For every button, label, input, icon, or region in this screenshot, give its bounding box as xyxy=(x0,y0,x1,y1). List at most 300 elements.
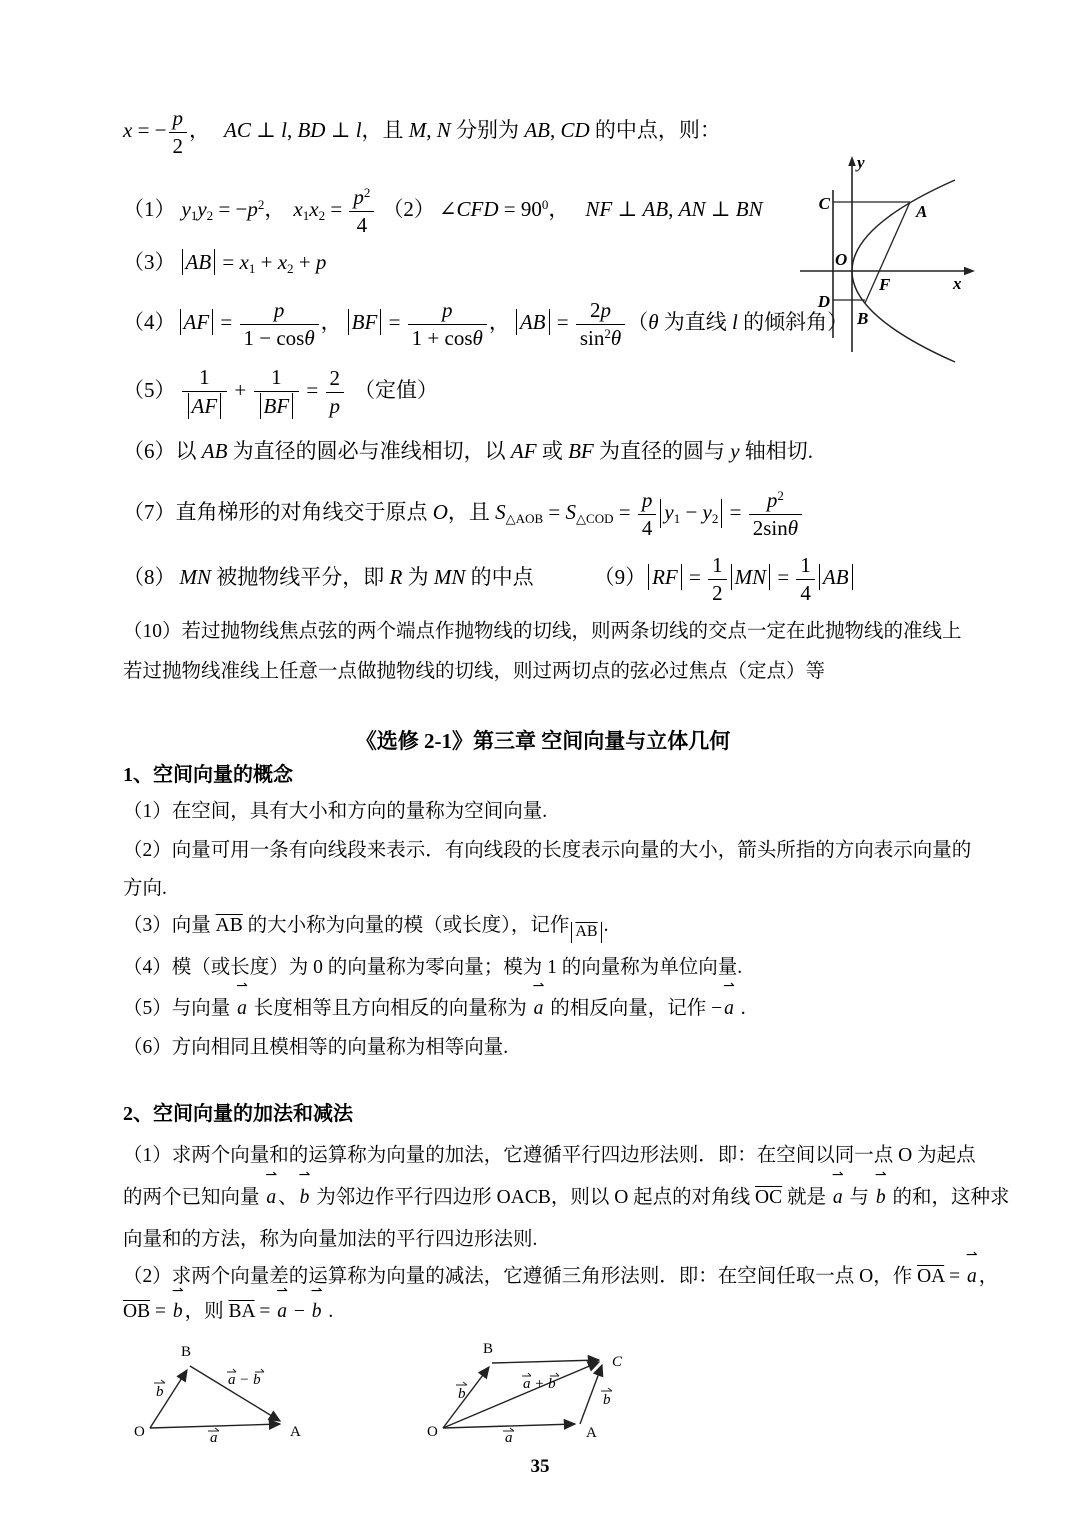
s2-item-2-line-1 xyxy=(123,1247,999,1300)
math-it: p xyxy=(172,105,184,130)
math-sub: 1 xyxy=(673,510,681,526)
math-txt: 的中点，则： xyxy=(589,118,721,142)
math-ol: $\overline{AB}$ xyxy=(215,915,243,936)
math-denominator xyxy=(576,325,625,351)
vector-letter: a xyxy=(277,1301,287,1322)
s2-item-1-line-2 xyxy=(123,1167,1010,1219)
math-it: AN xyxy=(678,197,706,222)
math-txt: （2） xyxy=(382,197,435,222)
math-it: O xyxy=(432,500,448,524)
math-txt: 的相反向量，记作 − xyxy=(545,998,723,1019)
math-txt: 或 xyxy=(536,439,569,463)
s1-item-2-line-2: 方向. xyxy=(123,878,167,899)
math-txt: . xyxy=(603,915,609,936)
s2-item-1-line-1: （1）求两个向量和的运算称为向量的加法，它遵循平行四边形法则．即：在空间以同一点 O 为起点 xyxy=(123,1145,976,1166)
vector-arrow-icon: ⇀ xyxy=(532,978,545,995)
math-it: x xyxy=(277,250,288,274)
math-numerator xyxy=(326,366,345,393)
label-vector-a: a xyxy=(505,1430,513,1446)
math-it: p xyxy=(442,297,453,322)
math-txt: ，且 xyxy=(447,500,496,524)
math-it: S xyxy=(565,500,577,524)
math-abs xyxy=(648,564,682,590)
math-abs xyxy=(260,393,294,419)
formula-item-5 xyxy=(123,359,438,421)
math-vec xyxy=(310,1283,324,1331)
math-it: AB xyxy=(519,310,546,334)
math-frac xyxy=(254,365,300,419)
math-vec xyxy=(722,978,736,1030)
math-txt: （5） xyxy=(123,378,176,402)
math-txt: 4 xyxy=(356,212,368,237)
math-sup: 2 xyxy=(777,487,784,503)
math-txt: 长度相等且方向相反的向量称为 xyxy=(248,998,532,1019)
math-it: BF xyxy=(568,439,594,463)
math-it: θ xyxy=(787,515,799,540)
math-it: p xyxy=(641,487,653,512)
math-abs xyxy=(819,564,853,590)
math-it: BF xyxy=(263,394,290,419)
math-txt: 2 xyxy=(712,580,723,605)
x-axis-arrow-icon xyxy=(964,267,975,275)
math-it: S xyxy=(495,500,506,524)
math-it: x xyxy=(123,118,133,142)
math-txt: 的倾斜角） xyxy=(737,310,849,334)
math-txt: = xyxy=(551,310,574,334)
math-abs xyxy=(571,922,601,943)
formula-item-7 xyxy=(123,478,804,553)
formula-item-4 xyxy=(123,291,848,353)
math-numerator xyxy=(349,185,374,212)
formula-item-3 xyxy=(123,240,326,291)
math-txt: 为邻边作平行四边形 OACB，则以 O 起点的对角线 xyxy=(311,1187,756,1208)
math-it: θ xyxy=(648,310,659,334)
math-txt: ⊥ xyxy=(612,197,643,222)
math-txt: 为 xyxy=(402,565,434,589)
math-frac xyxy=(182,365,228,419)
math-txt: （ xyxy=(627,310,649,334)
math-txt: 的两个已知向量 xyxy=(123,1187,265,1208)
math-txt: − xyxy=(680,500,703,524)
math-txt: 、 xyxy=(278,1187,298,1208)
vector-letter: b xyxy=(172,1301,183,1322)
math-txt: （定值） xyxy=(354,378,438,402)
y-axis-arrow-icon xyxy=(848,156,856,166)
chapter-title: 《选修 2-1》第三章 空间向量与立体几何 xyxy=(355,729,731,753)
math-ol: $\overline{BA}$ xyxy=(228,1301,255,1322)
math-it: MN xyxy=(433,565,466,589)
math-vec xyxy=(298,1167,312,1219)
label-x-axis: x xyxy=(953,274,962,293)
math-txt: （8） xyxy=(123,565,176,589)
math-txt: 2 xyxy=(172,133,184,158)
math-frac xyxy=(349,185,374,238)
label-vector-b-side: b xyxy=(603,1392,611,1408)
math-it: y xyxy=(181,197,191,222)
math-frac xyxy=(576,298,625,351)
math-txt: = xyxy=(724,500,747,524)
math-it: y xyxy=(702,500,712,524)
math-txt: ， xyxy=(189,118,211,142)
math-txt: 4 xyxy=(641,515,653,540)
math-txt: = xyxy=(301,378,324,402)
math-it: θ xyxy=(610,325,622,350)
harpoon-icon xyxy=(227,1369,236,1372)
math-it: BN xyxy=(735,197,763,222)
label-A: A xyxy=(916,202,928,221)
label-B: B xyxy=(181,1344,192,1360)
math-txt: 就是 xyxy=(782,1187,831,1208)
math-it: l xyxy=(355,118,362,142)
math-txt: 被抛物线平分，即 xyxy=(211,565,390,589)
math-abs xyxy=(180,309,214,335)
math-it: p xyxy=(766,488,778,512)
vector-arrow-icon: ⇀ xyxy=(276,1283,289,1300)
harpoon-icon xyxy=(522,1373,531,1376)
math-it: AB xyxy=(642,197,669,222)
math-txt: （9） xyxy=(593,565,647,589)
s1-item-1: （1）在空间，具有大小和方向的量称为空间向量. xyxy=(123,801,548,822)
vector-arrow-icon: ⇀ xyxy=(831,1167,844,1184)
math-txt: 为直径的圆与 xyxy=(593,439,731,463)
math-numerator xyxy=(408,298,487,325)
label-vector-b: b xyxy=(156,1384,164,1400)
math-it: θ xyxy=(304,325,315,350)
math-denominator xyxy=(749,515,802,541)
math-it: AB xyxy=(822,565,849,589)
math-it: AC xyxy=(224,118,251,142)
math-txt: （2）求两个向量差的运算称为向量的减法，它遵循三角形法则．即：在空间任取一点 O，作 xyxy=(123,1266,918,1287)
vector-BC xyxy=(492,1360,599,1363)
math-txt: = xyxy=(383,310,406,334)
label-B: B xyxy=(483,1341,494,1357)
vector-OC xyxy=(443,1362,599,1428)
math-txt: ∠ xyxy=(438,197,457,222)
math-vec xyxy=(275,1283,289,1331)
label-O: O xyxy=(835,250,848,269)
vector-letter: a xyxy=(966,1266,977,1287)
label-D: D xyxy=(817,292,830,311)
math-txt: + xyxy=(255,250,278,274)
vector-arrow-icon: ⇀ xyxy=(874,1167,887,1184)
harpoon-icon xyxy=(601,1388,612,1391)
math-txt: . xyxy=(735,998,746,1019)
math-it: RF xyxy=(652,565,678,589)
math-numerator xyxy=(576,298,625,325)
formula-line-intro xyxy=(123,95,721,165)
math-abs xyxy=(188,393,222,419)
label-A: A xyxy=(290,1424,301,1440)
math-txt: 1 xyxy=(800,552,811,577)
vector-arrow-icon: ⇀ xyxy=(965,1247,978,1264)
math-vec xyxy=(532,978,546,1030)
math-abs xyxy=(516,309,550,335)
math-txt: ， xyxy=(978,1266,999,1287)
s2-item-1-line-3: 向量和的方法，称为向量加法的平行四边形法则. xyxy=(123,1229,538,1250)
math-denominator xyxy=(240,325,319,351)
math-txt: . xyxy=(323,1301,334,1322)
math-sub: 1 xyxy=(302,208,310,224)
math-sub: 1 xyxy=(248,260,256,276)
math-sub: △AOB xyxy=(505,510,544,526)
math-frac xyxy=(240,298,319,351)
vector-letter: b xyxy=(299,1187,310,1208)
math-ol: $\overline{AB}$ xyxy=(575,922,598,940)
math-frac xyxy=(749,488,802,541)
math-abs xyxy=(182,249,216,275)
s1-item-5 xyxy=(123,978,746,1030)
math-vec xyxy=(264,1167,278,1219)
math-txt: 2sin xyxy=(752,515,788,540)
math-vec xyxy=(235,978,249,1030)
math-txt: = − xyxy=(213,197,248,222)
math-txt: = xyxy=(254,1301,276,1322)
math-ol: $\overline{OC}$ xyxy=(755,1187,783,1208)
math-frac xyxy=(796,553,815,606)
math-it: AF xyxy=(183,310,210,334)
label-vector-a-minus-b: a − b xyxy=(228,1372,261,1388)
math-it: AB xyxy=(185,250,212,274)
math-txt: = 90 xyxy=(498,197,542,222)
math-it: y xyxy=(197,197,207,222)
label-y-axis: y xyxy=(857,153,865,172)
s1-item-2-line-1: （2）向量可用一条有向线段来表示．有向线段的长度表示向量的大小，箭头所指的方向表示向量的 xyxy=(123,840,972,861)
math-denominator xyxy=(796,580,815,606)
formula-item-8-9 xyxy=(123,548,855,606)
math-frac xyxy=(708,553,727,606)
math-sub: 2 xyxy=(206,208,214,224)
math-it: NF xyxy=(585,197,613,222)
vector-letter: a xyxy=(832,1187,843,1208)
item-10-line-1: （10）若过抛物线焦点弦的两个端点作抛物线的切线，则两条切线的交点一定在此抛物线的准线上 xyxy=(123,621,962,642)
math-txt: = xyxy=(543,500,566,524)
math-txt: ， xyxy=(548,197,570,222)
math-txt: 为直径的圆必与准线相切，以 xyxy=(227,439,511,463)
section-1-heading: 1、空间向量的概念 xyxy=(123,764,293,786)
math-txt: ， xyxy=(320,310,342,334)
math-txt: , xyxy=(668,197,679,222)
math-denominator xyxy=(708,580,727,606)
math-txt: 1 + cos xyxy=(411,325,473,350)
math-sub: 2 xyxy=(287,260,294,276)
math-sub: 2 xyxy=(711,510,719,526)
harpoon-icon xyxy=(456,1382,467,1385)
vector-letter: b xyxy=(311,1301,322,1322)
math-sub: △COD xyxy=(576,510,614,526)
label-O: O xyxy=(427,1424,438,1440)
math-txt: ⊥ xyxy=(250,118,282,142)
label-C: C xyxy=(818,194,830,213)
math-sub: 2 xyxy=(318,208,326,224)
math-txt: 的中点 xyxy=(465,565,534,589)
parabola-figure xyxy=(790,148,990,383)
math-denominator xyxy=(169,133,188,159)
vector-AC xyxy=(580,1365,602,1424)
harpoon-icon xyxy=(255,1369,264,1372)
vector-letter: a xyxy=(266,1187,277,1208)
math-it: MN xyxy=(179,565,211,589)
math-numerator xyxy=(749,488,802,515)
math-it: AF xyxy=(191,394,218,419)
math-denominator xyxy=(408,325,487,351)
page-number: 35 xyxy=(530,1456,550,1477)
math-it: p xyxy=(353,185,364,210)
math-vec xyxy=(171,1283,185,1331)
math-it: l xyxy=(732,310,738,334)
vector-letter: a xyxy=(237,998,247,1019)
math-txt: 的大小称为向量的模（或长度），记作 xyxy=(242,915,570,936)
math-txt: = xyxy=(215,310,238,334)
math-txt: 的和，这种求 xyxy=(887,1187,1010,1208)
math-txt: ，则 xyxy=(184,1301,229,1322)
math-it: p xyxy=(329,393,340,418)
math-it: M xyxy=(408,118,427,142)
math-txt: 1 xyxy=(271,365,282,390)
math-txt: , xyxy=(286,118,298,142)
math-sub: 1 xyxy=(190,208,198,224)
math-txt: （5）与向量 xyxy=(123,998,236,1019)
math-txt: 4 xyxy=(800,580,811,605)
math-txt: 1 xyxy=(199,365,210,390)
math-txt: sin xyxy=(579,325,605,350)
harpoon-icon xyxy=(154,1380,165,1383)
math-numerator xyxy=(182,365,228,392)
math-txt: + xyxy=(229,378,252,402)
math-it: BD xyxy=(297,118,326,142)
vector-subtraction-figure xyxy=(130,1340,330,1455)
harpoon-icon xyxy=(550,1373,559,1376)
math-txt: ，且 xyxy=(361,118,409,142)
math-it: p xyxy=(273,297,285,322)
math-denominator xyxy=(349,212,374,238)
math-txt: 1 xyxy=(712,552,723,577)
math-it: θ xyxy=(472,325,483,350)
math-sup: 2 xyxy=(363,185,371,200)
math-txt: = xyxy=(683,565,707,589)
math-it: AB xyxy=(201,439,228,463)
math-txt: = xyxy=(944,1266,965,1287)
math-frac xyxy=(638,488,657,541)
vector-arrow-icon: ⇀ xyxy=(723,978,735,995)
label-vector-a: a xyxy=(210,1430,218,1446)
vector-arrow-icon: ⇀ xyxy=(310,1283,323,1300)
math-txt: 2 xyxy=(590,297,601,322)
vector-arrow-icon: ⇀ xyxy=(265,1167,278,1184)
label-B: B xyxy=(857,309,869,328)
label-F: F xyxy=(879,275,891,294)
math-it: x xyxy=(309,197,319,222)
vector-arrow-icon: ⇀ xyxy=(171,1283,184,1300)
vector-arrow-icon: ⇀ xyxy=(236,978,248,995)
label-vector-a-plus-b: a + b xyxy=(523,1376,556,1392)
math-txt: = xyxy=(217,250,240,274)
vector-arrow-icon: ⇀ xyxy=(298,1167,311,1184)
math-abs xyxy=(731,564,771,590)
formula-item-6 xyxy=(123,429,813,474)
math-it: R xyxy=(389,565,403,589)
math-txt: = − xyxy=(132,118,167,142)
math-it: x xyxy=(239,250,249,274)
math-txt: + xyxy=(293,250,316,274)
math-denominator xyxy=(638,515,657,541)
section-2-heading: 2、空间向量的加法和减法 xyxy=(123,1103,353,1125)
item-10-line-2: 若过抛物线准线上任意一点做抛物线的切线，则过两切点的弦必过焦点（定点）等 xyxy=(123,661,826,682)
math-txt: 分别为 xyxy=(450,118,525,142)
math-txt: 1 − cos xyxy=(243,325,305,350)
math-vec xyxy=(831,1167,845,1219)
math-it: CD xyxy=(560,118,590,142)
math-numerator xyxy=(254,365,300,392)
vector-OA xyxy=(150,1424,280,1428)
vector-addition-figure xyxy=(420,1340,635,1455)
math-it: AB xyxy=(524,118,550,142)
math-it: AF xyxy=(510,439,537,463)
math-abs xyxy=(660,499,722,528)
math-abs xyxy=(348,309,382,335)
label-vector-b: b xyxy=(458,1386,466,1402)
math-txt: − xyxy=(289,1301,310,1322)
s1-item-4: （4）模（或长度）为 0 的向量称为零向量；模为 1 的向量称为单位向量. xyxy=(123,957,743,978)
math-txt: 2 xyxy=(329,365,340,390)
math-it: p xyxy=(600,297,612,322)
math-ol: $\overline{OB}$ xyxy=(123,1301,151,1322)
s2-item-2-line-2 xyxy=(123,1283,334,1331)
math-txt: （6）以 xyxy=(123,439,202,463)
math-txt: 与 xyxy=(844,1187,874,1208)
math-txt: = xyxy=(325,197,348,222)
math-sup: 2 xyxy=(257,197,265,212)
math-vec xyxy=(965,1247,979,1297)
math-numerator xyxy=(169,106,188,133)
label-O: O xyxy=(134,1424,145,1440)
math-it: CFD xyxy=(456,197,499,222)
vector-OA xyxy=(443,1424,575,1428)
math-txt: = xyxy=(772,565,795,589)
math-denominator xyxy=(182,392,228,419)
math-sup: 2 xyxy=(604,325,611,341)
math-frac xyxy=(408,298,487,351)
math-txt: （4） xyxy=(123,310,176,334)
math-txt: （3） xyxy=(123,250,176,274)
math-numerator xyxy=(796,553,815,580)
vector-letter: b xyxy=(875,1187,886,1208)
s1-item-6: （6）方向相同且模相等的向量称为相等向量. xyxy=(123,1037,509,1058)
math-it: BF xyxy=(351,310,378,334)
math-vec xyxy=(874,1167,888,1219)
math-frac xyxy=(326,366,345,419)
math-ol: $\overline{OA}$ xyxy=(917,1266,945,1287)
math-txt: ⊥ xyxy=(325,118,356,142)
math-txt: 为直线 xyxy=(658,310,733,334)
math-txt: , xyxy=(426,118,437,142)
vector-letter: a xyxy=(724,998,734,1019)
math-txt: ， xyxy=(488,310,510,334)
math-numerator xyxy=(708,553,727,580)
math-txt: （3）向量 xyxy=(123,915,216,936)
math-txt: 轴相切. xyxy=(739,439,814,463)
formula-item-1-2 xyxy=(123,170,763,251)
math-txt: , xyxy=(549,118,561,142)
math-txt: （1） xyxy=(123,197,176,222)
math-it: x xyxy=(293,197,303,222)
math-txt: = xyxy=(613,500,636,524)
math-txt: ， xyxy=(264,197,286,222)
label-C: C xyxy=(612,1354,623,1370)
math-it: y xyxy=(730,439,740,463)
math-txt: = xyxy=(150,1301,171,1322)
math-frac xyxy=(169,106,188,159)
vector-letter: a xyxy=(533,998,544,1019)
